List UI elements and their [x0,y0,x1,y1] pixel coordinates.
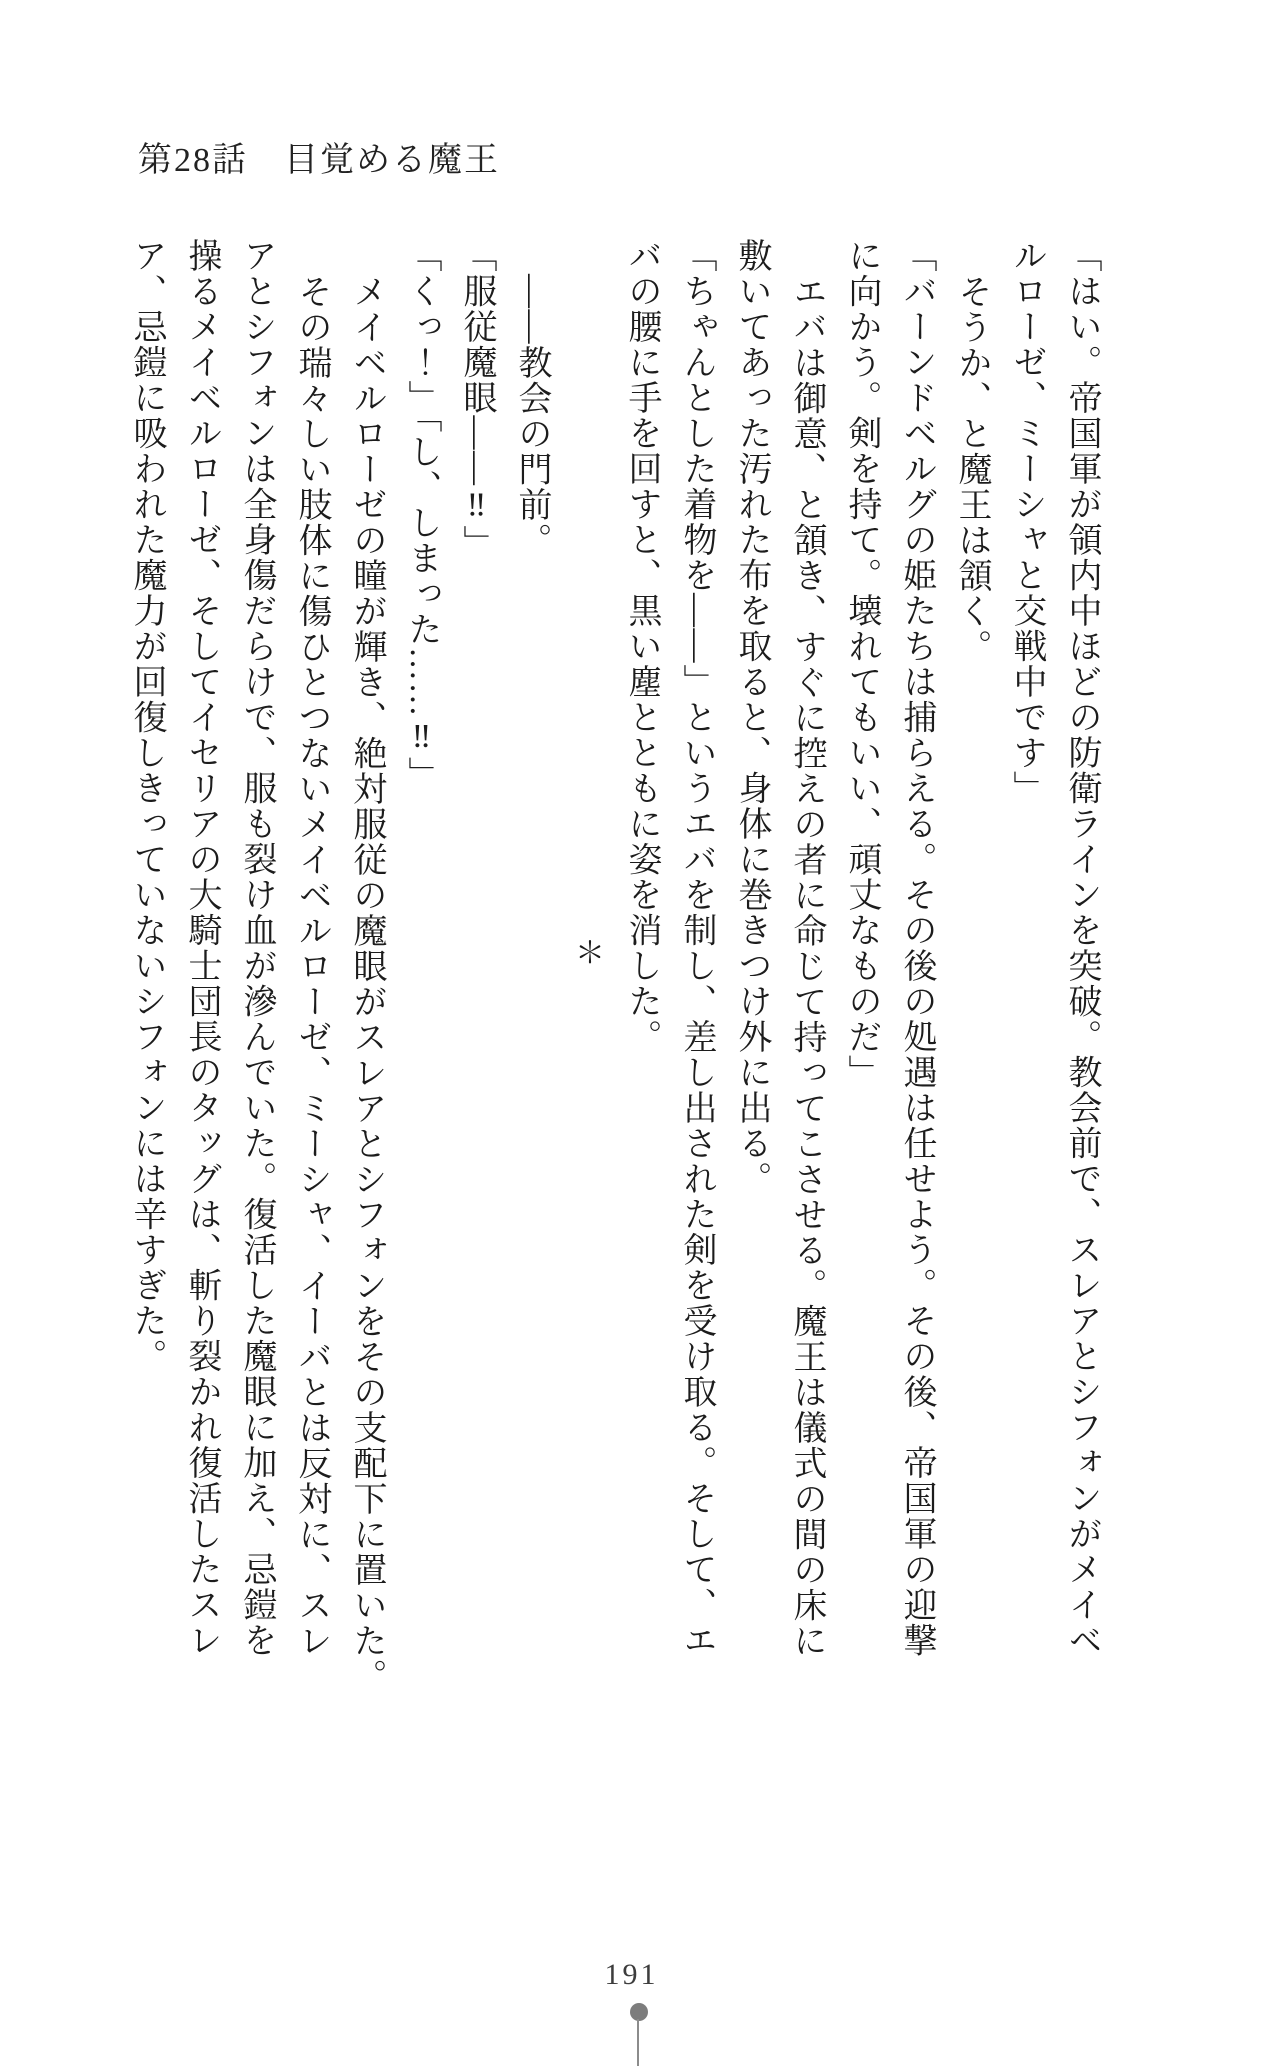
page-number: 191 [604,1958,659,1991]
text-column: 操るメイベルローゼ、そしてイセリアの大騎士団長のタッグは、斬り裂かれ復活したスレ [183,238,220,1658]
scene-break-asterisk: ＊ [570,937,603,969]
text-column: ルローゼ、ミーシャと交戦中です」 [1008,238,1045,806]
binding-dot [630,2003,648,2021]
text-column: アとシフォンは全身傷だらけで、服も裂け血が滲んでいた。復活した魔眼に加え、忌鎧を [238,238,275,1658]
text-column: 「くっ！」「し、しまった……‼」 [403,238,440,792]
text-column: 「はい。帝国軍が領内中ほどの防衛ラインを突破。教会前で、スレアとシフォンがメイベ [1063,238,1100,1658]
chapter-header: 第28話 目覚める魔王 [138,142,500,179]
text-column: 敷いてあった汚れた布を取ると、身体に巻きつけ外に出る。 [733,238,770,1197]
vertical-text-block [119,238,1109,1694]
text-column: 「服従魔眼――‼」 [458,238,495,561]
binding-mark-line [637,2019,639,2066]
text-column: メイベルローゼの瞳が輝き、絶対服従の魔眼がスレアとシフォンをその支配下に置いた。 [348,273,385,1694]
text-column: そうか、と魔王は頷く。 [953,273,990,664]
text-column: その瑞々しい肢体に傷ひとつないメイベルローゼ、ミーシャ、イーバとは反対に、スレ [293,273,330,1658]
text-column: バの腰に手を回すと、黒い塵とともに姿を消した。 [623,238,660,1055]
text-column: に向かう。剣を持て。壊れてもいい、頑丈なものだ」 [843,238,880,1090]
text-column: ――教会の門前。 [513,273,550,558]
text-column: 「ちゃんとした着物を――」というエバを制し、差し出された剣を受け取る。そして、エ [678,238,715,1658]
text-column: エバは御意、と頷き、すぐに控えの者に命じて持ってこさせる。魔王は儀式の間の床に [788,273,825,1658]
text-column: ア、忌鎧に吸われた魔力が回復しきっていないシフォンには辛すぎた。 [128,238,165,1374]
text-column: 「バーンドベルグの姫たちは捕らえる。その後の処遇は任せよう。その後、帝国軍の迎撃 [898,238,935,1658]
